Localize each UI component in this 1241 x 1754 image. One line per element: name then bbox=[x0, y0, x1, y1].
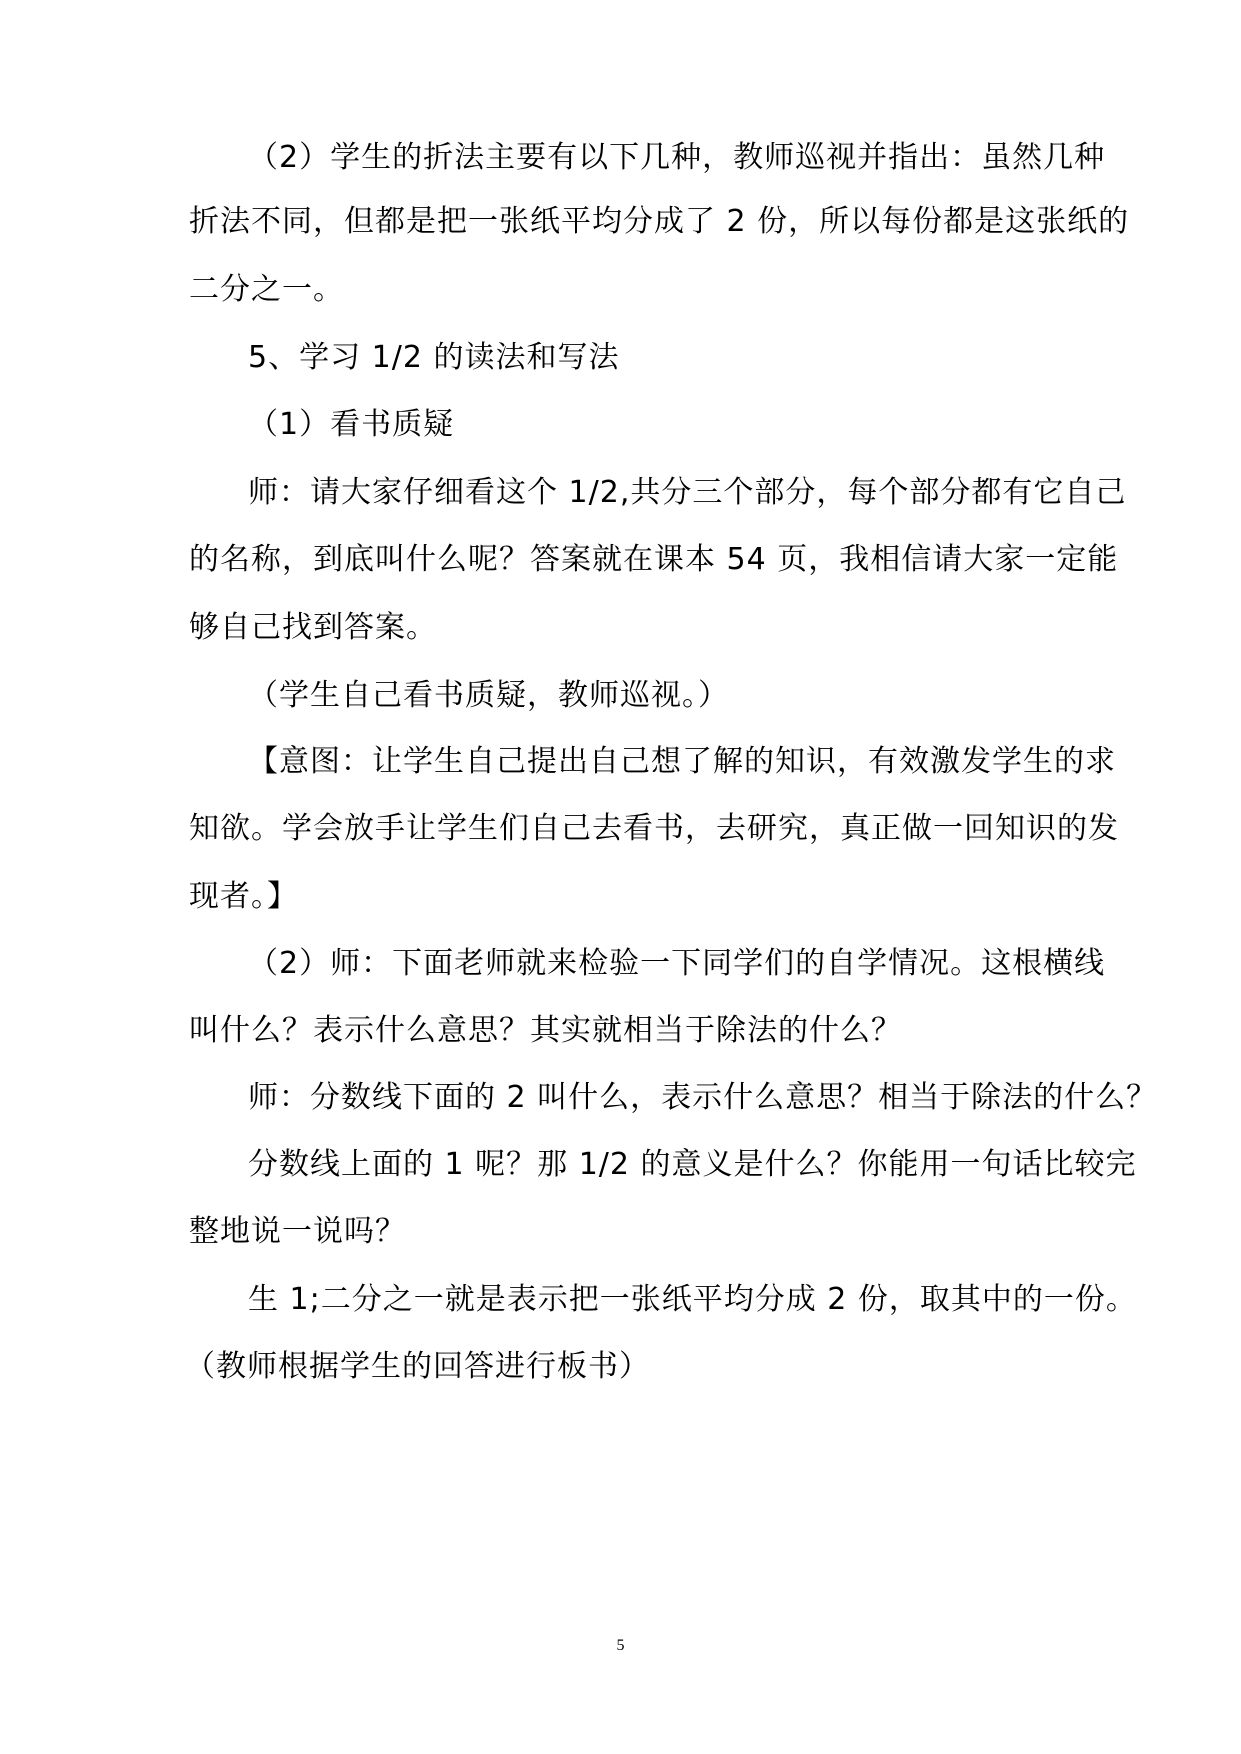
paragraph-line: 分数线上面的 1 呢？那 1/2 的意义是什么？你能用一句话比较完 bbox=[248, 1147, 1137, 1182]
paragraph-line: 折法不同，但都是把一张纸平均分成了 2 份，所以每份都是这张纸的 bbox=[189, 204, 1130, 239]
paragraph-line: 叫什么？表示什么意思？其实就相当于除法的什么？ bbox=[189, 1013, 902, 1048]
paragraph-line: 二分之一。 bbox=[189, 272, 344, 307]
paragraph-line: 整地说一说吗？ bbox=[189, 1214, 406, 1249]
intent-note-line: 【意图：让学生自己提出自己想了解的知识，有效激发学生的求 bbox=[248, 744, 1116, 779]
paragraph-line: （2）师：下面老师就来检验一下同学们的自学情况。这根横线 bbox=[248, 946, 1106, 981]
page-number: 5 bbox=[616, 1637, 625, 1654]
paragraph-line: 生 1;二分之一就是表示把一张纸平均分成 2 份，取其中的一份。 bbox=[248, 1282, 1137, 1317]
paragraph-line: （学生自己看书质疑，教师巡视。） bbox=[248, 678, 729, 713]
paragraph-line: 师：请大家仔细看这个 1/2,共分三个部分，每个部分都有它自己 bbox=[248, 475, 1127, 510]
paragraph-line: （2）学生的折法主要有以下几种，教师巡视并指出：虽然几种 bbox=[248, 140, 1106, 175]
section-heading: 5、学习 1/2 的读法和写法 bbox=[248, 340, 620, 375]
paragraph-line: 够自己找到答案。 bbox=[189, 610, 437, 645]
paragraph-line: 的名称，到底叫什么呢？答案就在课本 54 页，我相信请大家一定能 bbox=[189, 542, 1119, 577]
intent-note-line: 知欲。学会放手让学生们自己去看书，去研究，真正做一回知识的发 bbox=[189, 811, 1119, 846]
intent-note-line: 现者。】 bbox=[189, 879, 298, 914]
paragraph-line: 师：分数线下面的 2 叫什么，表示什么意思？相当于除法的什么？ bbox=[248, 1080, 1158, 1115]
paragraph-line: （教师根据学生的回答进行板书） bbox=[185, 1349, 650, 1384]
subsection-heading: （1）看书质疑 bbox=[248, 407, 455, 442]
